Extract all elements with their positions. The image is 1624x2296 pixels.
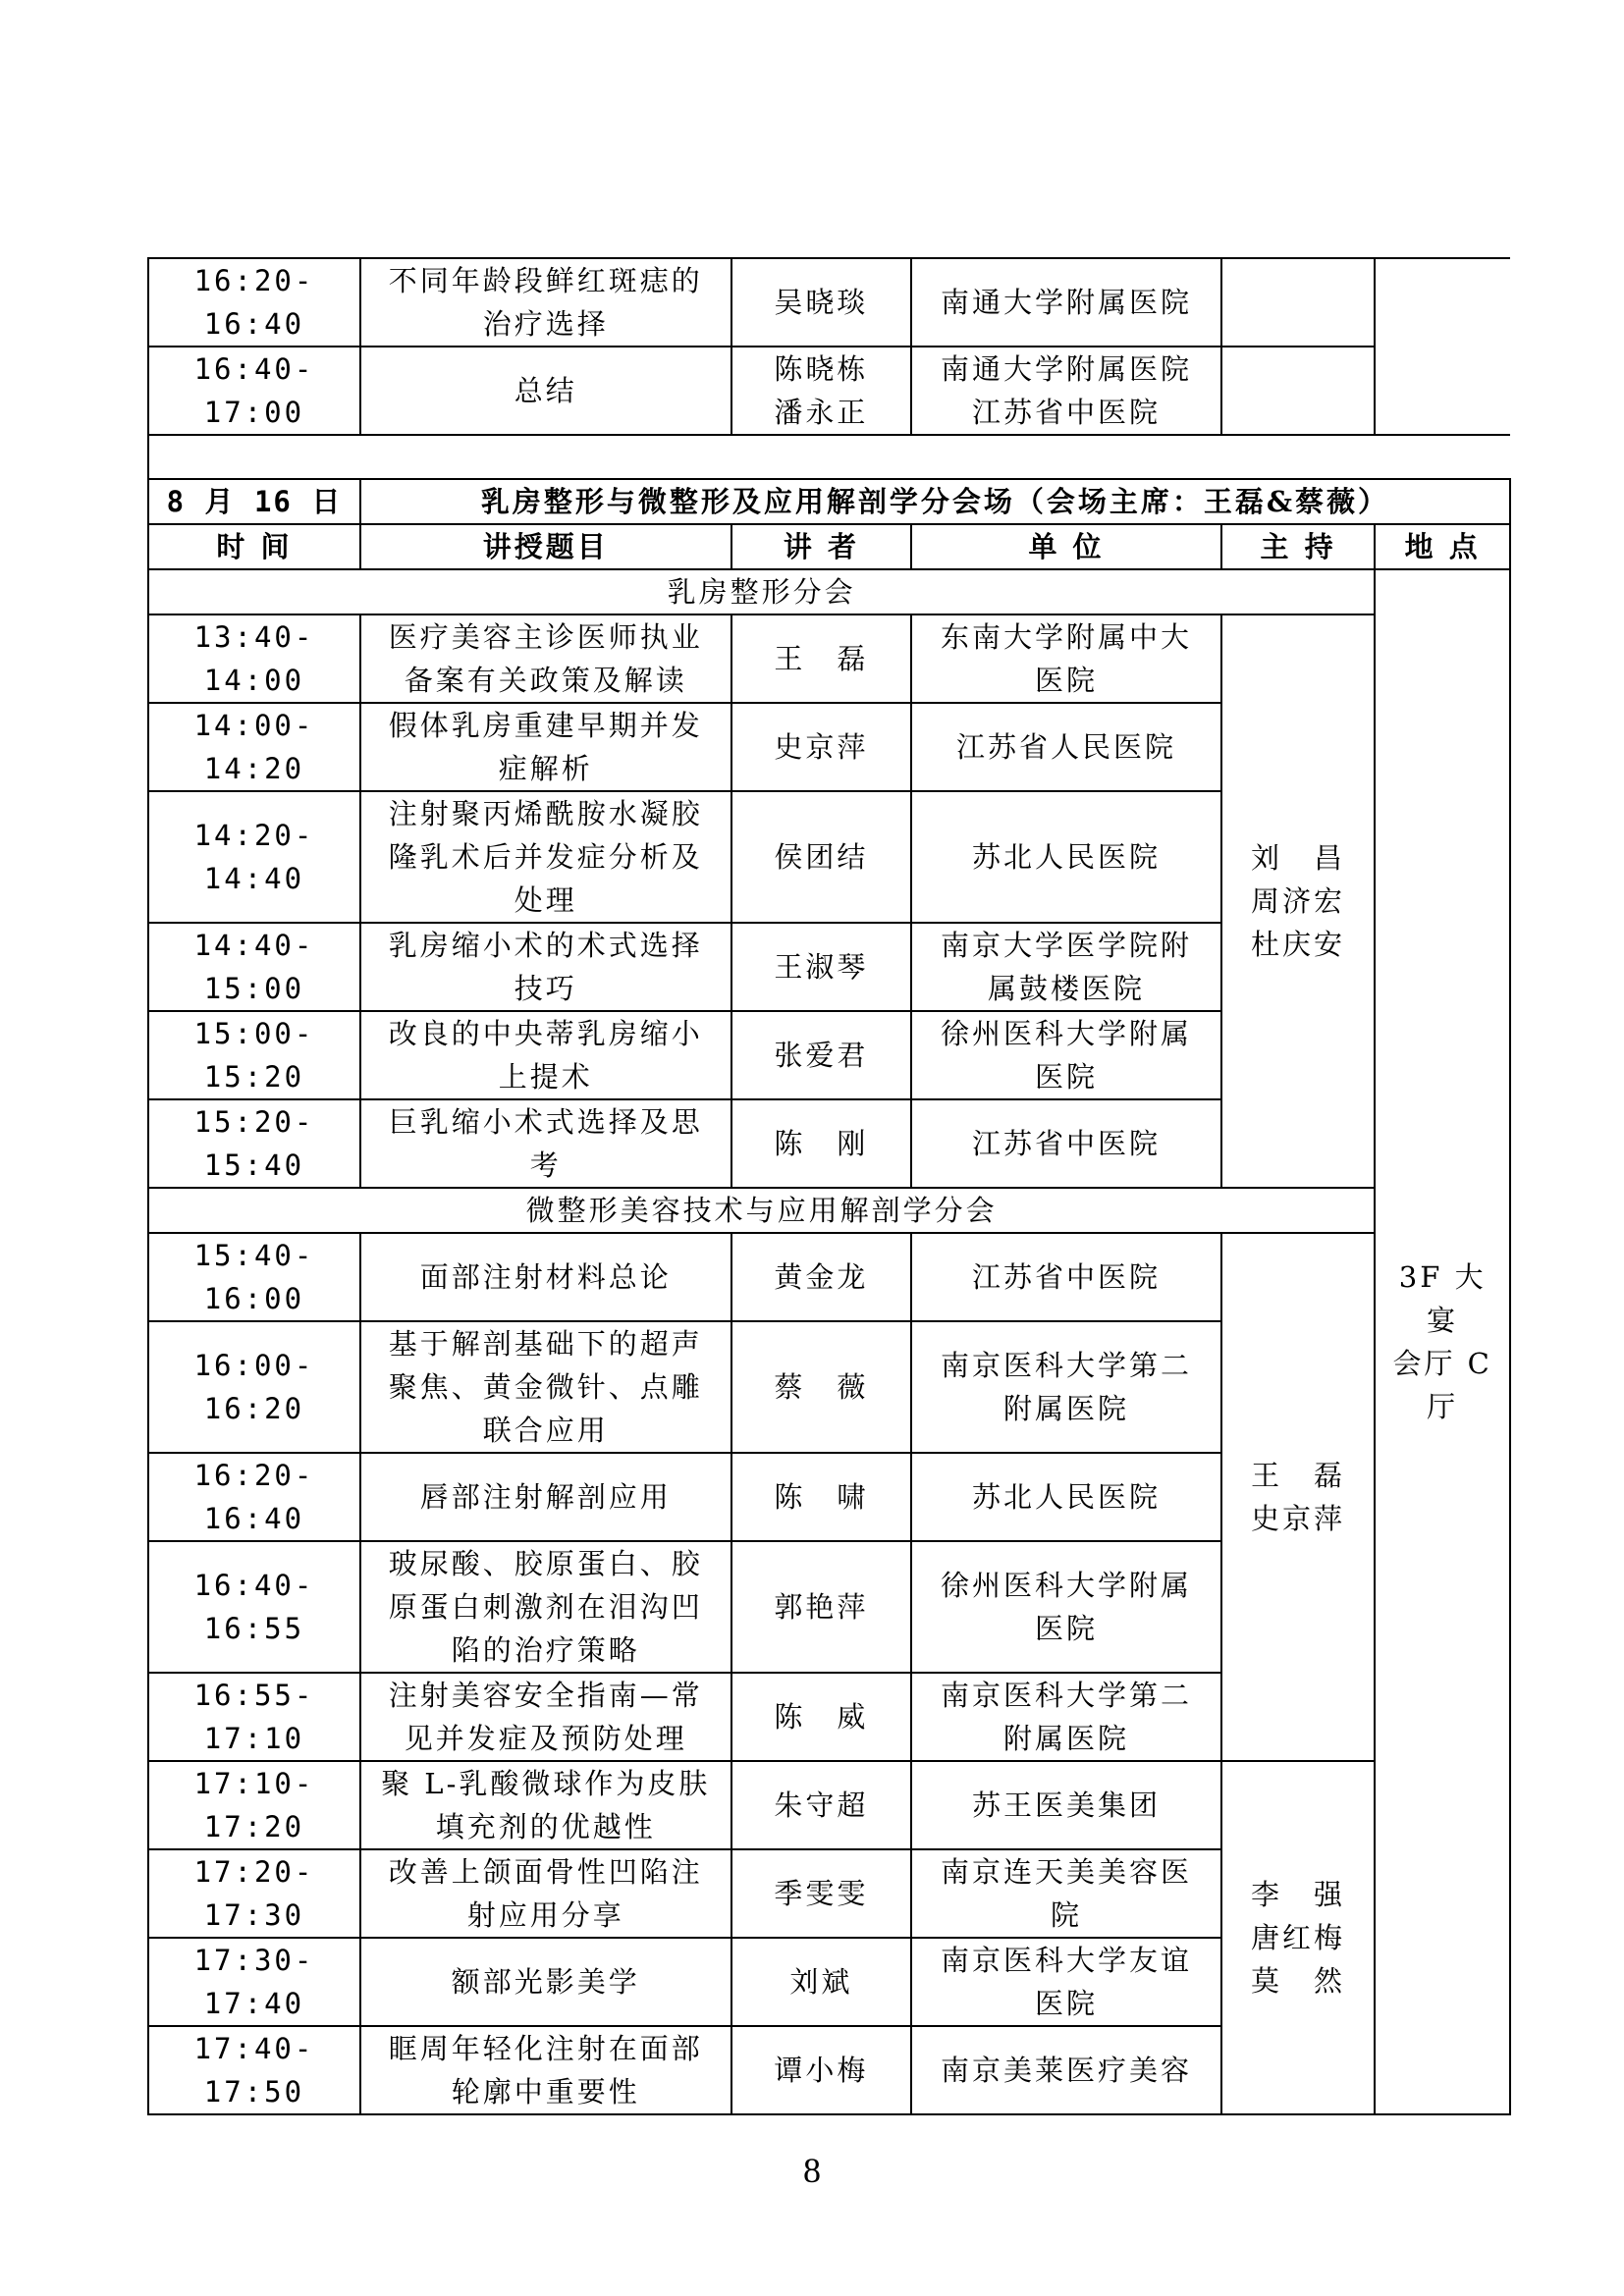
speaker-cell: 黄金龙 <box>731 1233 912 1321</box>
speaker-cell: 吴晓琰 <box>731 258 912 347</box>
speaker-cell: 王 磊 <box>731 614 912 703</box>
time-cell: 17:40-17:50 <box>148 2026 360 2114</box>
header-topic: 讲授题目 <box>360 524 731 569</box>
topic-cell: 巨乳缩小术式选择及思 考 <box>360 1099 731 1188</box>
host-cell <box>1221 258 1376 347</box>
unit-cell: 苏北人民医院 <box>911 791 1220 923</box>
time-cell: 14:20-14:40 <box>148 791 360 923</box>
topic-cell: 注射美容安全指南—常 见并发症及预防处理 <box>360 1673 731 1761</box>
speaker-cell: 侯团结 <box>731 791 912 923</box>
schedule-table <box>147 257 1511 2115</box>
time-cell: 16:20-16:40 <box>148 258 360 347</box>
time-cell: 17:30-17:40 <box>148 1938 360 2026</box>
topic-cell: 基于解剖基础下的超声 聚焦、黄金微针、点雕 联合应用 <box>360 1321 731 1453</box>
topic-cell: 总结 <box>360 347 731 435</box>
place-cell: 3F 大宴 会厅 C 厅 <box>1375 569 1510 2114</box>
topic-cell: 面部注射材料总论 <box>360 1233 731 1321</box>
speaker-cell: 张爱君 <box>731 1011 912 1099</box>
time-cell: 14:40-15:00 <box>148 923 360 1011</box>
time-cell: 16:40-16:55 <box>148 1541 360 1673</box>
topic-cell: 玻尿酸、胶原蛋白、胶 原蛋白刺激剂在泪沟凹 陷的治疗策略 <box>360 1541 731 1673</box>
topic-cell: 改良的中央蒂乳房缩小 上提术 <box>360 1011 731 1099</box>
time-cell: 13:40-14:00 <box>148 614 360 703</box>
speaker-cell: 陈 刚 <box>731 1099 912 1188</box>
speaker-cell: 刘斌 <box>731 1938 912 2026</box>
unit-cell: 南京大学医学院附 属鼓楼医院 <box>911 923 1220 1011</box>
topic-cell: 乳房缩小术的术式选择 技巧 <box>360 923 731 1011</box>
unit-cell: 南通大学附属医院 江苏省中医院 <box>911 347 1220 435</box>
unit-cell: 东南大学附属中大 医院 <box>911 614 1220 703</box>
time-cell: 15:20-15:40 <box>148 1099 360 1188</box>
topic-cell: 眶周年轻化注射在面部 轮廓中重要性 <box>360 2026 731 2114</box>
table-row <box>148 347 1510 435</box>
topic-cell: 不同年龄段鲜红斑痣的 治疗选择 <box>360 258 731 347</box>
page-number: 8 <box>803 2151 821 2190</box>
header-host: 主 持 <box>1221 524 1376 569</box>
topic-cell: 改善上颌面骨性凹陷注 射应用分享 <box>360 1849 731 1938</box>
unit-cell: 苏王医美集团 <box>911 1761 1220 1849</box>
speaker-cell: 郭艳萍 <box>731 1541 912 1673</box>
speaker-cell: 季雯雯 <box>731 1849 912 1938</box>
time-cell: 17:10-17:20 <box>148 1761 360 1849</box>
unit-cell: 南京美莱医疗美容 <box>911 2026 1220 2114</box>
topic-cell: 假体乳房重建早期并发 症解析 <box>360 703 731 791</box>
time-cell: 15:00-15:20 <box>148 1011 360 1099</box>
speaker-cell: 蔡 薇 <box>731 1321 912 1453</box>
header-unit: 单 位 <box>911 524 1220 569</box>
table-row <box>148 1233 1510 1321</box>
speaker-cell: 朱守超 <box>731 1761 912 1849</box>
topic-cell: 聚 L-乳酸微球作为皮肤 填充剂的优越性 <box>360 1761 731 1849</box>
place-cell <box>1375 258 1510 435</box>
time-cell: 16:00-16:20 <box>148 1321 360 1453</box>
host-cell: 刘 昌 周济宏 杜庆安 <box>1221 614 1376 1188</box>
time-cell: 16:40-17:00 <box>148 347 360 435</box>
header-time: 时 间 <box>148 524 360 569</box>
table-row <box>148 1761 1510 1849</box>
topic-cell: 注射聚丙烯酰胺水凝胶 隆乳术后并发症分析及 处理 <box>360 791 731 923</box>
blank-row <box>148 435 1510 479</box>
speaker-cell: 史京萍 <box>731 703 912 791</box>
unit-cell: 南京连天美美容医 院 <box>911 1849 1220 1938</box>
subsession-title: 微整形美容技术与应用解剖学分会 <box>148 1188 1375 1233</box>
header-place: 地 点 <box>1375 524 1510 569</box>
time-cell: 17:20-17:30 <box>148 1849 360 1938</box>
session-title-row <box>148 479 1510 524</box>
host-cell: 李 强 唐红梅 莫 然 <box>1221 1761 1376 2114</box>
speaker-cell: 谭小梅 <box>731 2026 912 2114</box>
unit-cell: 南京医科大学第二 附属医院 <box>911 1673 1220 1761</box>
blank-cell <box>148 435 1510 479</box>
unit-cell: 江苏省中医院 <box>911 1099 1220 1188</box>
subsession-title-row <box>148 1188 1510 1233</box>
subsession-title: 乳房整形分会 <box>148 569 1375 614</box>
subsession-title-row <box>148 569 1510 614</box>
speaker-cell: 陈 威 <box>731 1673 912 1761</box>
topic-cell: 医疗美容主诊医师执业 备案有关政策及解读 <box>360 614 731 703</box>
host-cell: 王 磊 史京萍 <box>1221 1233 1376 1761</box>
time-cell: 16:20-16:40 <box>148 1453 360 1541</box>
topic-cell: 唇部注射解剖应用 <box>360 1453 731 1541</box>
speaker-cell: 陈 啸 <box>731 1453 912 1541</box>
unit-cell: 苏北人民医院 <box>911 1453 1220 1541</box>
unit-cell: 江苏省人民医院 <box>911 703 1220 791</box>
header-row <box>148 524 1510 569</box>
time-cell: 16:55-17:10 <box>148 1673 360 1761</box>
table-row <box>148 614 1510 703</box>
unit-cell: 南京医科大学友谊 医院 <box>911 1938 1220 2026</box>
speaker-cell: 王淑琴 <box>731 923 912 1011</box>
topic-cell: 额部光影美学 <box>360 1938 731 2026</box>
table-row <box>148 258 1510 347</box>
host-cell <box>1221 347 1376 435</box>
unit-cell: 江苏省中医院 <box>911 1233 1220 1321</box>
speaker-cell: 陈晓栋 潘永正 <box>731 347 912 435</box>
time-cell: 14:00-14:20 <box>148 703 360 791</box>
unit-cell: 南通大学附属医院 <box>911 258 1220 347</box>
header-speaker: 讲 者 <box>731 524 912 569</box>
session-title: 乳房整形与微整形及应用解剖学分会场（会场主席：王磊&蔡薇） <box>360 479 1510 524</box>
unit-cell: 南京医科大学第二 附属医院 <box>911 1321 1220 1453</box>
unit-cell: 徐州医科大学附属 医院 <box>911 1011 1220 1099</box>
unit-cell: 徐州医科大学附属 医院 <box>911 1541 1220 1673</box>
time-cell: 15:40-16:00 <box>148 1233 360 1321</box>
session-date: 8 月 16 日 <box>148 479 360 524</box>
